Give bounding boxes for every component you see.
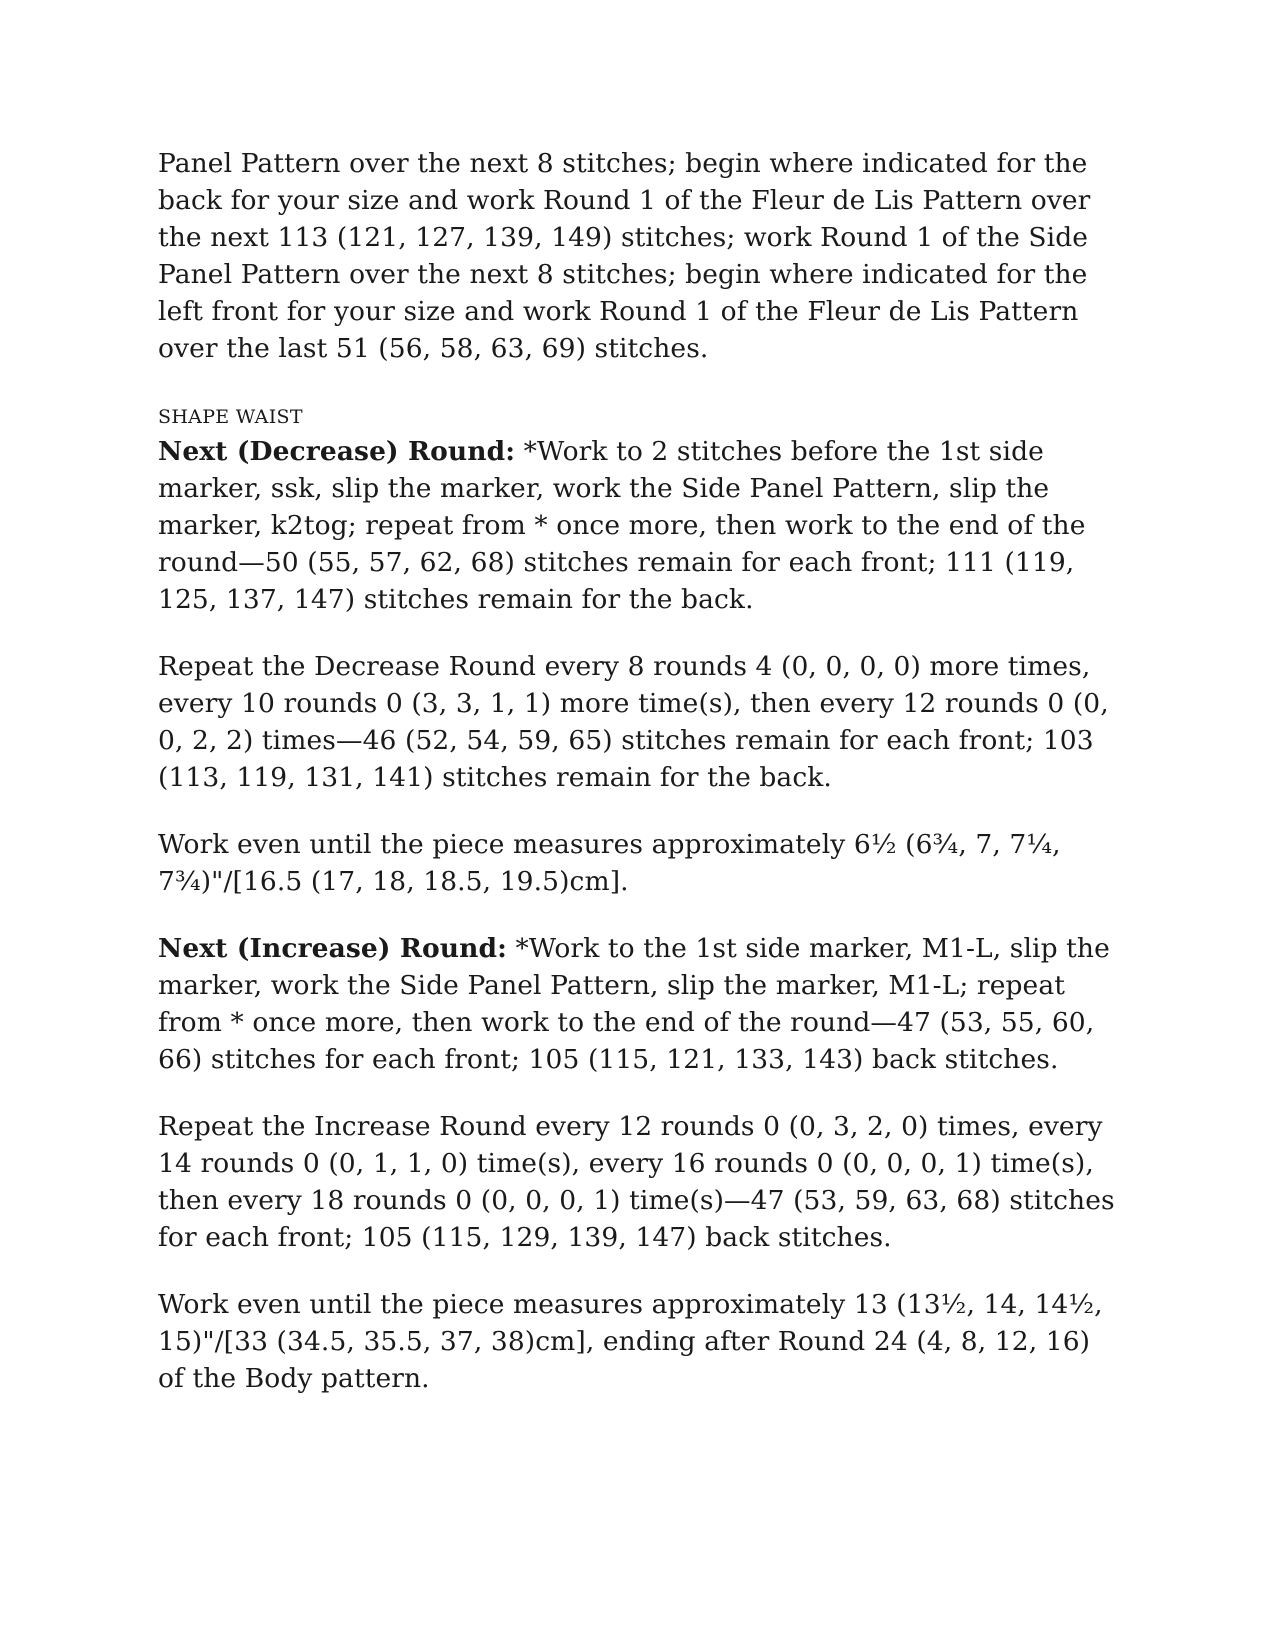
paragraph-work-even-1: Work even until the piece measures approximately 6½ (6¾, 7, 7¼, 7¾)"/[16.5 (17, 18, 18.5, 19.5)cm]. — [158, 829, 1061, 897]
paragraph-panel-pattern: Panel Pattern over the next 8 stitches; begin where indicated for the back for your size and work Round 1 of the Fleur de Lis Pattern over the next 113 (121, 127, 139, 149) stitches; work Round 1 of the Side Panel Pattern over the next 8 stitches; begin where indicated for the left front for your size and work Round 1 of the Fleur de Lis Pattern over the last 51 (56, 58, 63, 69) stitches. — [158, 148, 1091, 364]
section-heading-shape-waist: SHAPE WAIST — [158, 406, 303, 428]
paragraph-increase-round — [158, 930, 1118, 1078]
increase-round-body: *Work to the 1st side marker, M1-L, slip the marker, work the Side Panel Pattern, slip the marker, M1-L; repeat from * once more, then work to the end of the round—47 (53, 55, 60, 66) stitches for each front; 105 (115, 121, 133, 143) back stitches. — [158, 933, 1110, 1075]
document-page — [158, 145, 1118, 1427]
decrease-round-body: *Work to 2 stitches before the 1st side marker, ssk, slip the marker, work the Side Panel Pattern, slip the marker, k2tog; repeat from * once more, then work to the end of the round—50 (55, 57, 62, 68) stitches remain for each front; 111 (119, 125, 137, 147) stitches remain for the back. — [158, 436, 1086, 615]
paragraph-repeat-increase: Repeat the Increase Round every 12 rounds 0 (0, 3, 2, 0) times, every 14 rounds 0 (0, 1, 1, 0) time(s), every 16 rounds 0 (0, 0, 0, 1) time(s), then every 18 rounds 0 (0, 0, 0, 1) time(s)—47 (53, 59, 63, 68) stitches for each front; 105 (115, 129, 139, 147) back stitches. — [158, 1111, 1115, 1253]
paragraph-decrease-round — [158, 433, 1118, 618]
paragraph-repeat-decrease: Repeat the Decrease Round every 8 rounds 4 (0, 0, 0, 0) more times, every 10 rounds 0 (3, 3, 1, 1) more time(s), then every 12 rounds 0 (0, 0, 2, 2) times—46 (52, 54, 59, 65) stitches remain for each front; 103 (113, 119, 131, 141) stitches remain for the back. — [158, 651, 1109, 793]
decrease-round-lead: Next (Decrease) Round: — [158, 436, 516, 467]
paragraph-work-even-2: Work even until the piece measures approximately 13 (13½, 14, 14½, 15)"/[33 (34.5, 35.5, 37, 38)cm], ending after Round 24 (4, 8, 12, 16) of the Body pattern. — [158, 1289, 1103, 1394]
increase-round-lead: Next (Increase) Round: — [158, 933, 507, 964]
